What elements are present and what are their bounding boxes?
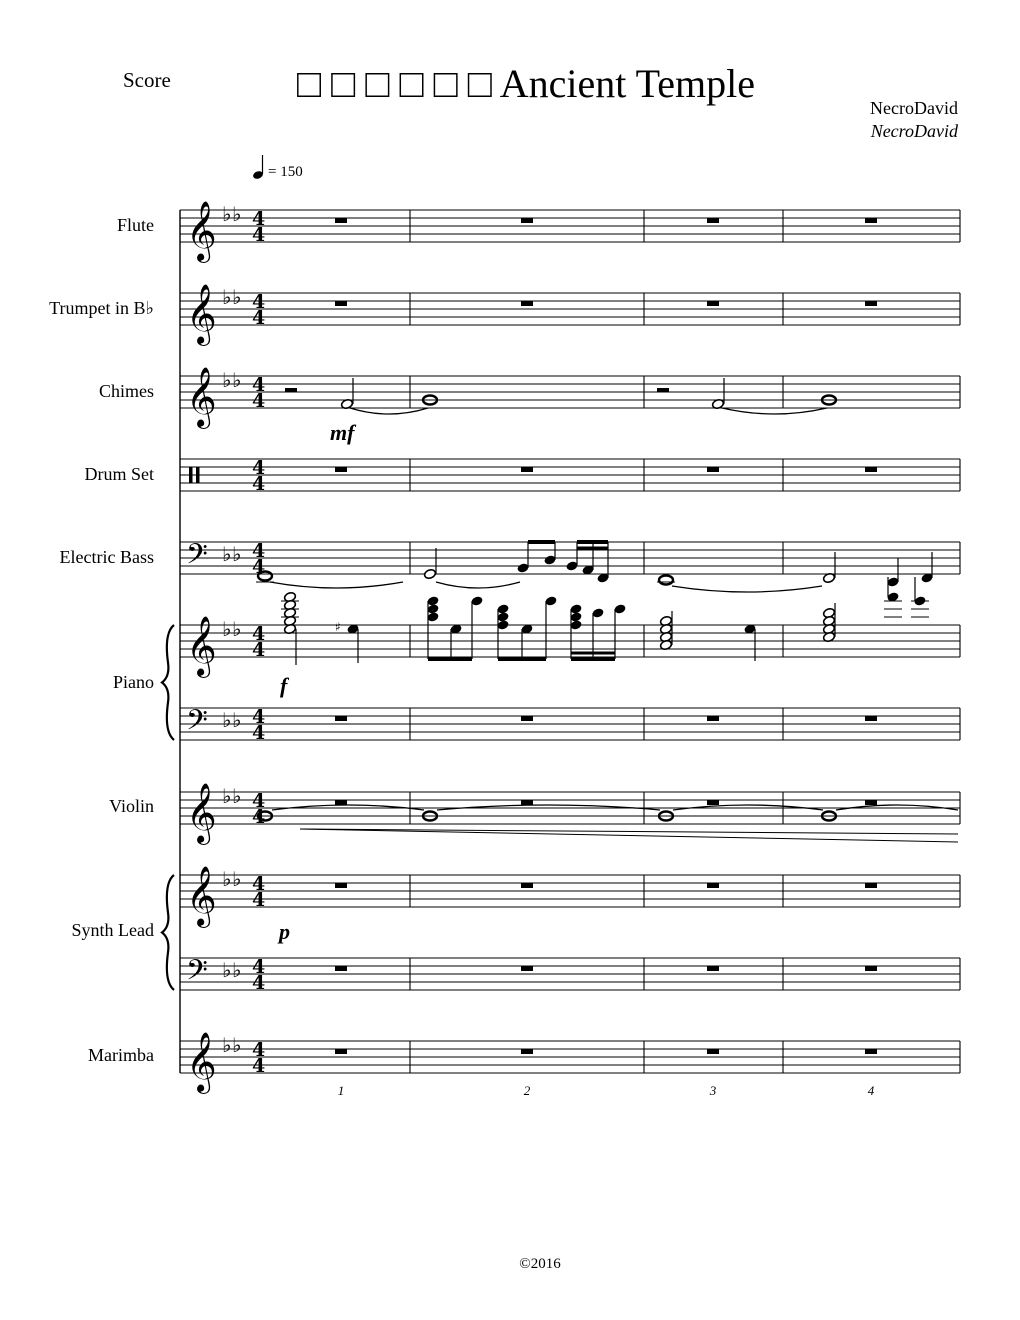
time-signature: 4: [252, 457, 266, 479]
clefs: [186, 201, 265, 1094]
whole-rest: [335, 966, 347, 971]
whole-rest: [707, 1049, 719, 1054]
whole-rest: [865, 218, 877, 223]
instrument-label-trumpet: Trumpet in B♭: [49, 298, 154, 318]
hairpin: [300, 829, 958, 842]
dynamic-synth: p: [279, 919, 290, 944]
flat-icon: ♭: [222, 202, 232, 226]
instrument-label-synth-lead: Synth Lead: [71, 920, 154, 940]
tie: [436, 582, 520, 588]
whole-rest: [865, 1049, 877, 1054]
copyright-notice: ©2016: [519, 1256, 561, 1272]
treble-clef-icon: 𝄞: [186, 367, 217, 427]
composer-name: NecroDavid: [870, 98, 958, 118]
flat-icon: ♭: [232, 285, 242, 309]
treble-clef-icon: 𝄞: [186, 1032, 217, 1092]
measure-number-3: 3: [709, 1083, 717, 1098]
whole-rest: [865, 800, 877, 805]
whole-rest: [865, 966, 877, 971]
instrument-label-drum-set: Drum Set: [84, 464, 154, 484]
measure-number-1: 1: [337, 1083, 345, 1098]
whole-rest: [335, 883, 347, 888]
dynamic-piano: f: [280, 673, 288, 698]
time-signature: 4: [252, 224, 266, 246]
instrument-label-violin: Violin: [109, 796, 154, 816]
whole-rest: [521, 883, 533, 888]
whole-rest: [521, 301, 533, 306]
tie: [672, 586, 822, 592]
instrument-label-chimes: Chimes: [98, 381, 154, 401]
treble-clef-icon: 𝄞: [186, 616, 217, 676]
whole-rest: [335, 716, 347, 721]
whole-rest: [707, 218, 719, 223]
time-signature: 4: [252, 972, 266, 994]
whole-note: [659, 576, 673, 585]
bass-clef-icon: 𝄢: [186, 954, 208, 994]
whole-rest: [335, 467, 347, 472]
whole-rest: [865, 716, 877, 721]
flat-icon: ♭: [232, 542, 242, 566]
flat-icon: ♭: [232, 867, 242, 891]
whole-rest: [865, 301, 877, 306]
whole-rest: [335, 800, 347, 805]
instrument-label-electric-bass: Electric Bass: [59, 547, 154, 567]
percussion-clef-icon: [189, 467, 193, 483]
dynamic-chimes: mf: [330, 420, 355, 445]
time-signature: 4: [252, 623, 266, 645]
hairpin: [300, 829, 958, 834]
time-signature: 4: [252, 889, 266, 911]
time-signature: 4: [252, 307, 266, 329]
treble-clef-icon: 𝄞: [186, 201, 217, 261]
tie: [350, 408, 428, 414]
whole-rest: [335, 1049, 347, 1054]
time-signature: 4: [252, 540, 266, 562]
tie: [270, 582, 403, 588]
instrument-label-piano: Piano: [112, 672, 154, 692]
time-signature: 4: [252, 639, 266, 661]
whole-rest: [707, 800, 719, 805]
measure-number-2: 2: [523, 1083, 531, 1098]
time-signature: 4: [252, 390, 266, 412]
whole-rest: [707, 883, 719, 888]
instrument-label-marimba: Marimba: [88, 1045, 154, 1065]
whole-rest: [521, 467, 533, 472]
whole-rest: [521, 716, 533, 721]
flat-icon: ♭: [222, 285, 232, 309]
arranger-name: NecroDavid: [870, 121, 958, 141]
whole-rest: [707, 467, 719, 472]
whole-rest: [707, 301, 719, 306]
whole-rest: [521, 800, 533, 805]
notation: [256, 218, 958, 1054]
bass-clef-icon: 𝄢: [186, 704, 208, 744]
tie: [722, 408, 827, 414]
page-title: □ □ □ □ □ □ Ancient Temple: [297, 61, 756, 106]
flat-icon: ♭: [222, 1033, 232, 1057]
whole-rest: [521, 218, 533, 223]
treble-clef-icon: 𝄞: [186, 783, 217, 843]
time-signature: 4: [252, 722, 266, 744]
bass-clef-icon: 𝄢: [186, 538, 208, 578]
time-signature: 4: [252, 374, 266, 396]
whole-rest: [521, 1049, 533, 1054]
time-signature: 4: [252, 956, 266, 978]
time-signature: 4: [252, 473, 266, 495]
whole-rest: [707, 716, 719, 721]
tempo-text: = 150: [268, 164, 303, 180]
time-signature: 4: [252, 706, 266, 728]
flat-icon: ♭: [232, 784, 242, 808]
flat-icon: ♭: [222, 368, 232, 392]
time-signature: 4: [252, 208, 266, 230]
measure-number-4: 4: [867, 1083, 875, 1098]
flat-icon: ♭: [222, 617, 232, 641]
treble-clef-icon: 𝄞: [186, 866, 217, 926]
flat-icon: ♭: [232, 368, 242, 392]
treble-clef-icon: 𝄞: [186, 284, 217, 344]
time-signature: 4: [252, 291, 266, 313]
half-rest: [285, 388, 297, 392]
flat-icon: ♭: [232, 958, 242, 982]
flat-icon: ♭: [222, 784, 232, 808]
score-label: Score: [123, 68, 171, 92]
time-signature: 4: [252, 873, 266, 895]
note-head: [423, 568, 436, 579]
tempo-marking: [252, 155, 303, 180]
whole-rest: [335, 301, 347, 306]
half-rest: [657, 388, 669, 392]
time-signature: 4: [252, 790, 266, 812]
whole-rest: [865, 883, 877, 888]
piano-brace: [162, 625, 174, 740]
synth-brace: [162, 875, 174, 990]
flat-icon: ♭: [222, 867, 232, 891]
whole-rest: [521, 966, 533, 971]
flat-icon: ♭: [222, 958, 232, 982]
flat-icon: ♭: [232, 617, 242, 641]
sharp-icon: ♯: [335, 620, 341, 634]
flat-icon: ♭: [232, 1033, 242, 1057]
whole-rest: [335, 218, 347, 223]
instrument-label-flute: Flute: [116, 215, 154, 235]
whole-rest: [865, 467, 877, 472]
flat-icon: ♭: [232, 708, 242, 732]
time-signature: 4: [252, 1039, 266, 1061]
time-signature: 4: [252, 806, 266, 828]
flat-icon: ♭: [222, 708, 232, 732]
time-signature: 4: [252, 556, 266, 578]
whole-rest: [707, 966, 719, 971]
flat-icon: ♭: [222, 542, 232, 566]
time-signature: 4: [252, 1055, 266, 1077]
flat-icon: ♭: [232, 202, 242, 226]
